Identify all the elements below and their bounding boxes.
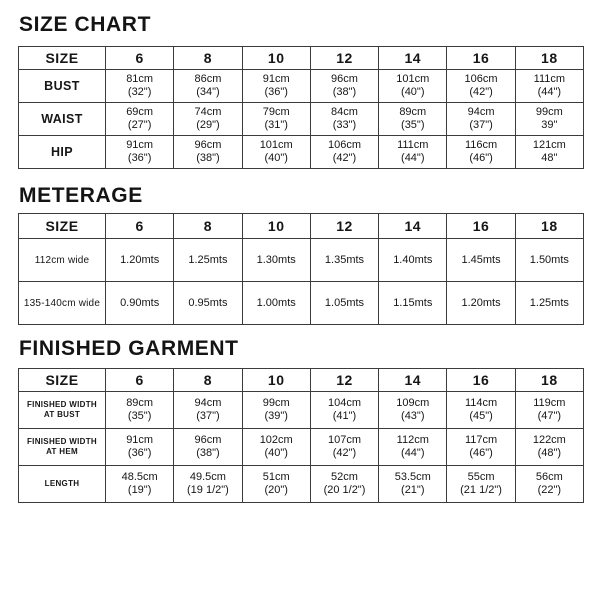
section-finished-garment bbox=[18, 337, 585, 503]
data-cell: 106cm (42") bbox=[447, 70, 515, 103]
data-cell: 48.5cm (19") bbox=[106, 466, 174, 503]
data-cell: 55cm (21 1/2") bbox=[447, 466, 515, 503]
size-column-header: 14 bbox=[379, 47, 447, 70]
data-cell: 112cm (44") bbox=[379, 429, 447, 466]
data-cell: 96cm (38") bbox=[174, 429, 242, 466]
data-cell: 116cm (46") bbox=[447, 136, 515, 169]
data-cell: 109cm (43") bbox=[379, 392, 447, 429]
data-cell: 1.40mts bbox=[379, 239, 447, 282]
data-cell: 1.15mts bbox=[379, 282, 447, 325]
header-row bbox=[19, 369, 584, 392]
table-row bbox=[19, 136, 584, 169]
row-label: WAIST bbox=[19, 103, 106, 136]
data-cell: 101cm (40") bbox=[242, 136, 310, 169]
data-cell: 102cm (40") bbox=[242, 429, 310, 466]
data-cell: 99cm (39") bbox=[242, 392, 310, 429]
data-cell: 1.50mts bbox=[515, 239, 583, 282]
data-cell: 84cm (33") bbox=[310, 103, 378, 136]
size-chart-title: SIZE CHART bbox=[19, 13, 151, 36]
size-column-header: 10 bbox=[242, 369, 310, 392]
finished-garment-title: FINISHED GARMENT bbox=[19, 337, 239, 360]
data-cell: 51cm (20") bbox=[242, 466, 310, 503]
data-cell: 111cm (44") bbox=[379, 136, 447, 169]
size-chart-table bbox=[18, 46, 584, 169]
data-cell: 79cm (31") bbox=[242, 103, 310, 136]
size-column-header: 16 bbox=[447, 214, 515, 239]
size-column-header: 10 bbox=[242, 47, 310, 70]
size-column-header: 6 bbox=[106, 214, 174, 239]
size-column-header: 6 bbox=[106, 369, 174, 392]
data-cell: 1.35mts bbox=[310, 239, 378, 282]
size-column-header: 14 bbox=[379, 369, 447, 392]
table-row bbox=[19, 103, 584, 136]
data-cell: 111cm (44") bbox=[515, 70, 583, 103]
data-cell: 1.00mts bbox=[242, 282, 310, 325]
data-cell: 99cm 39" bbox=[515, 103, 583, 136]
data-cell: 89cm (35") bbox=[106, 392, 174, 429]
size-column-header: 8 bbox=[174, 369, 242, 392]
data-cell: 53.5cm (21") bbox=[379, 466, 447, 503]
data-cell: 121cm 48" bbox=[515, 136, 583, 169]
row-label: FINISHED WIDTH AT HEM bbox=[19, 429, 106, 466]
data-cell: 94cm (37") bbox=[447, 103, 515, 136]
data-cell: 89cm (35") bbox=[379, 103, 447, 136]
data-cell: 86cm (34") bbox=[174, 70, 242, 103]
data-cell: 1.20mts bbox=[447, 282, 515, 325]
size-column-header: 18 bbox=[515, 369, 583, 392]
table-row bbox=[19, 239, 584, 282]
section-size-chart bbox=[18, 13, 585, 169]
data-cell: 1.05mts bbox=[310, 282, 378, 325]
size-column-header: 16 bbox=[447, 47, 515, 70]
data-cell: 1.25mts bbox=[174, 239, 242, 282]
section-meterage bbox=[18, 184, 585, 325]
header-row bbox=[19, 214, 584, 239]
data-cell: 96cm (38") bbox=[310, 70, 378, 103]
meterage-table bbox=[18, 213, 584, 325]
size-column-header: 12 bbox=[310, 369, 378, 392]
row-label: 135-140cm wide bbox=[19, 282, 106, 325]
size-column-header: 12 bbox=[310, 47, 378, 70]
size-column-header: 8 bbox=[174, 47, 242, 70]
table-row bbox=[19, 70, 584, 103]
data-cell: 69cm (27") bbox=[106, 103, 174, 136]
data-cell: 91cm (36") bbox=[106, 429, 174, 466]
size-column-header: 18 bbox=[515, 47, 583, 70]
data-cell: 94cm (37") bbox=[174, 392, 242, 429]
row-label: BUST bbox=[19, 70, 106, 103]
data-cell: 1.20mts bbox=[106, 239, 174, 282]
data-cell: 96cm (38") bbox=[174, 136, 242, 169]
data-cell: 74cm (29") bbox=[174, 103, 242, 136]
data-cell: 91cm (36") bbox=[106, 136, 174, 169]
data-cell: 91cm (36") bbox=[242, 70, 310, 103]
row-label: 112cm wide bbox=[19, 239, 106, 282]
size-column-header: 12 bbox=[310, 214, 378, 239]
size-column-header: 14 bbox=[379, 214, 447, 239]
data-cell: 106cm (42") bbox=[310, 136, 378, 169]
data-cell: 0.95mts bbox=[174, 282, 242, 325]
finished-garment-table bbox=[18, 368, 584, 503]
table-row bbox=[19, 429, 584, 466]
size-column-header: 10 bbox=[242, 214, 310, 239]
size-header-cell: SIZE bbox=[19, 47, 106, 70]
data-cell: 107cm (42") bbox=[310, 429, 378, 466]
row-label: HIP bbox=[19, 136, 106, 169]
size-column-header: 6 bbox=[106, 47, 174, 70]
data-cell: 1.30mts bbox=[242, 239, 310, 282]
size-column-header: 16 bbox=[447, 369, 515, 392]
data-cell: 101cm (40") bbox=[379, 70, 447, 103]
row-label: FINISHED WIDTH AT BUST bbox=[19, 392, 106, 429]
table-row bbox=[19, 282, 584, 325]
data-cell: 122cm (48") bbox=[515, 429, 583, 466]
size-column-header: 18 bbox=[515, 214, 583, 239]
data-cell: 49.5cm (19 1/2") bbox=[174, 466, 242, 503]
size-header-cell: SIZE bbox=[19, 214, 106, 239]
meterage-title: METERAGE bbox=[19, 184, 143, 207]
header-row bbox=[19, 47, 584, 70]
data-cell: 1.25mts bbox=[515, 282, 583, 325]
table-row bbox=[19, 466, 584, 503]
data-cell: 56cm (22") bbox=[515, 466, 583, 503]
row-label: LENGTH bbox=[19, 466, 106, 503]
data-cell: 1.45mts bbox=[447, 239, 515, 282]
data-cell: 0.90mts bbox=[106, 282, 174, 325]
data-cell: 81cm (32") bbox=[106, 70, 174, 103]
data-cell: 114cm (45") bbox=[447, 392, 515, 429]
data-cell: 52cm (20 1/2") bbox=[310, 466, 378, 503]
data-cell: 117cm (46") bbox=[447, 429, 515, 466]
data-cell: 119cm (47") bbox=[515, 392, 583, 429]
table-row bbox=[19, 392, 584, 429]
size-column-header: 8 bbox=[174, 214, 242, 239]
size-header-cell: SIZE bbox=[19, 369, 106, 392]
data-cell: 104cm (41") bbox=[310, 392, 378, 429]
